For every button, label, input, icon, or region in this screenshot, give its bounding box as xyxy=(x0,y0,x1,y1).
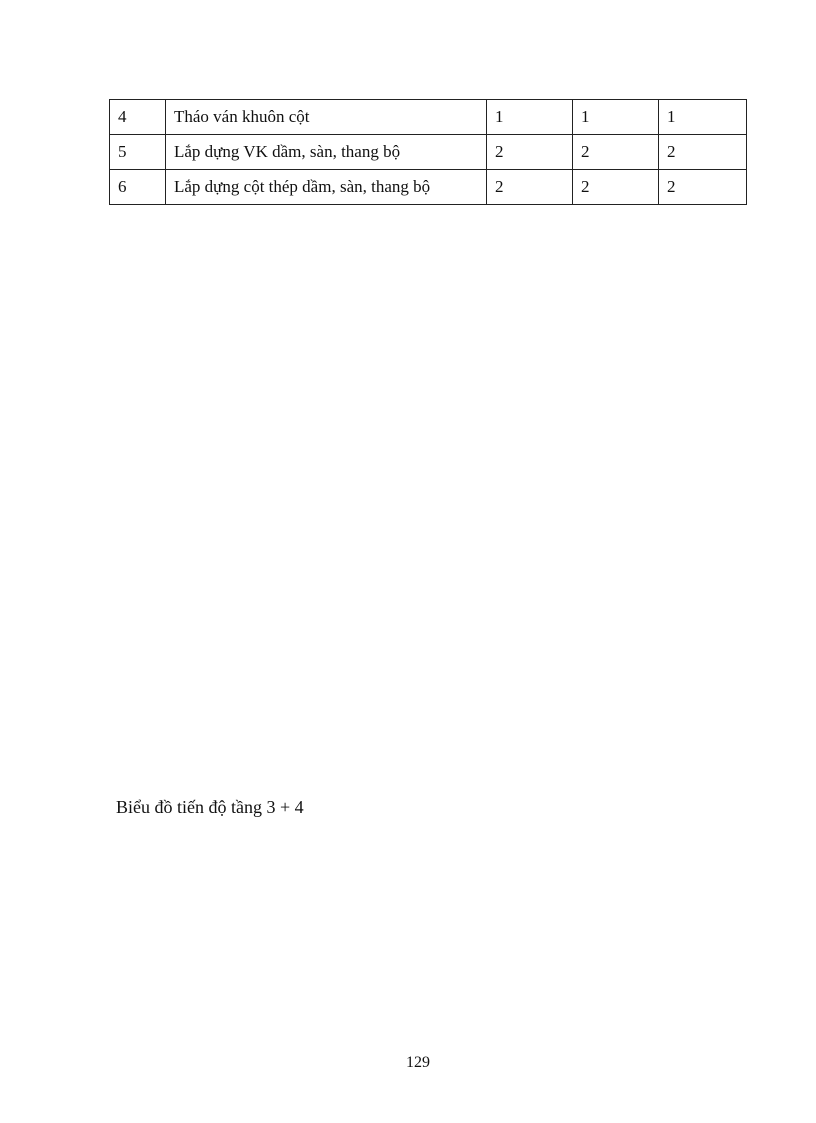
row-number: 5 xyxy=(110,135,166,170)
value-cell: 2 xyxy=(573,135,659,170)
table-row xyxy=(110,135,747,170)
row-number: 6 xyxy=(110,170,166,205)
chart-caption: Biểu đồ tiến độ tầng 3 + 4 xyxy=(116,797,304,817)
value-cell: 2 xyxy=(487,135,573,170)
task-table xyxy=(109,99,747,205)
table-row xyxy=(110,170,747,205)
value-cell: 1 xyxy=(659,100,747,135)
page-number: 129 xyxy=(406,1054,430,1071)
task-name: Lắp dựng VK dầm, sàn, thang bộ xyxy=(166,135,487,170)
table-row xyxy=(110,100,747,135)
value-cell: 2 xyxy=(659,170,747,205)
value-cell: 2 xyxy=(487,170,573,205)
value-cell: 2 xyxy=(659,135,747,170)
value-cell: 1 xyxy=(487,100,573,135)
task-name: Tháo ván khuôn cột xyxy=(166,100,487,135)
task-name: Lắp dựng cột thép dầm, sàn, thang bộ xyxy=(166,170,487,205)
value-cell: 1 xyxy=(573,100,659,135)
value-cell: 2 xyxy=(573,170,659,205)
row-number: 4 xyxy=(110,100,166,135)
